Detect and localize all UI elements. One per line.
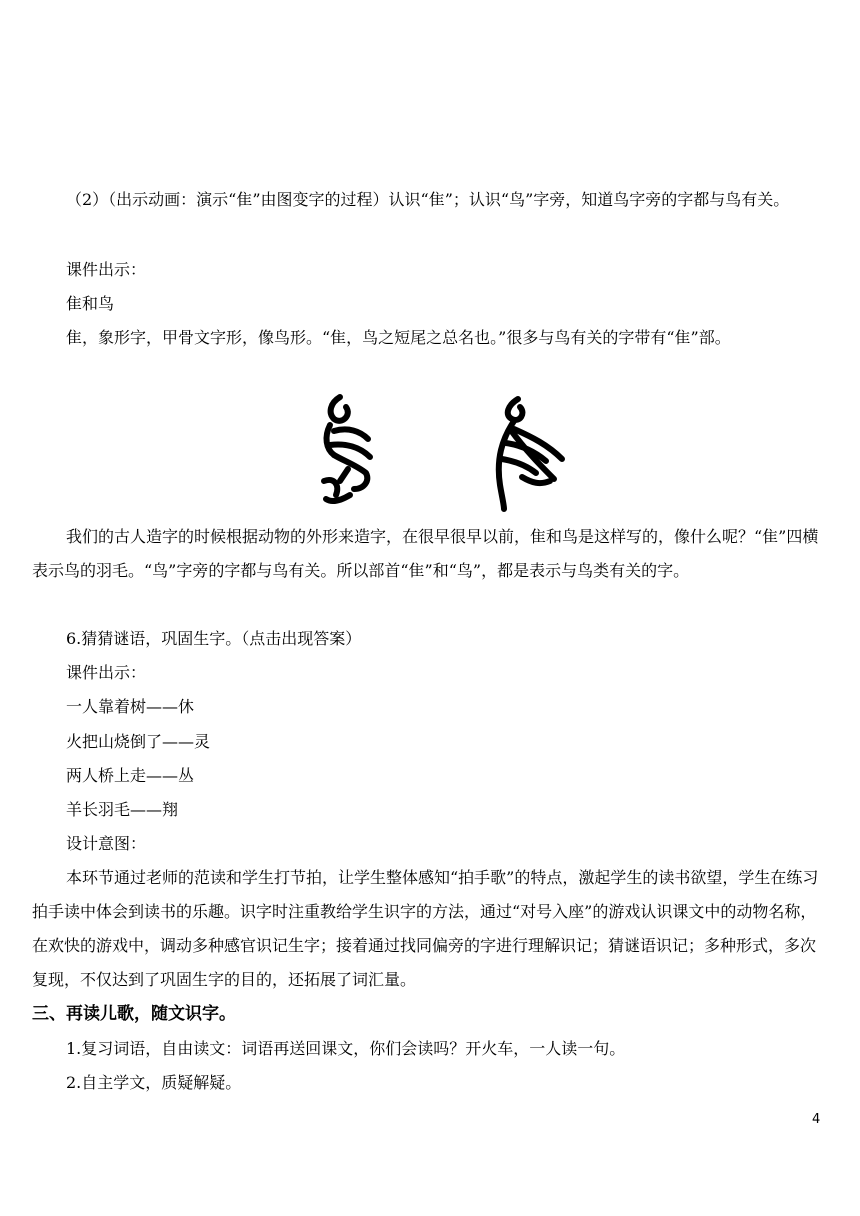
design-intent-label: 设计意图：: [66, 834, 147, 853]
ancient-script-figure: [300, 385, 590, 515]
page-number: 4: [812, 1112, 821, 1127]
item-6-riddles: 6.猜猜谜语，巩固生字。（点击出现答案）: [66, 629, 362, 648]
paragraph-animation: （2）（出示动画：演示“隹”由图变字的过程）认识“隹”；认识“鸟”字旁，知道鸟字旁的字都与鸟有关。: [66, 190, 790, 209]
section-3-heading: 三、再读儿歌，随文识字。: [32, 1004, 236, 1024]
seal-glyph-niao: [324, 397, 370, 501]
riddle-item: 火把山烧倒了——灵: [66, 732, 211, 751]
paragraph-zhui-description: 隹，象形字，甲骨文字形，像鸟形。“隹，鸟之短尾之总名也。”很多与鸟有关的字带有“隹”部。: [66, 328, 731, 347]
paragraph-design-intent: 本环节通过老师的范读和学生打节拍，让学生整体感知“拍手歌”的特点，激起学生的读书欲望，学生在练习拍手读中体会到读书的乐趣。识字时注重教给学生识字的方法，通过“对号入座”的游戏认识课文中的动物名称，在欢快的游戏中，调动多种感官识记生字；接着通过找同偏旁的字进行理解识记；猜谜语识记；多种形式，多次复现，不仅达到了巩固生字的目的，还拓展了词汇量。: [32, 868, 819, 989]
subtitle-zhui-niao: 隹和鸟: [66, 294, 115, 313]
step-1: 1.复习词语，自由读文：词语再送回课文，你们会读吗？开火车，一人读一句。: [66, 1039, 626, 1058]
step-2: 2.自主学文，质疑解疑。: [66, 1073, 242, 1092]
paragraph-ancient-characters: 我们的古人造字的时候根据动物的外形来造字，在很早很早以前，隹和鸟是这样写的，像什么呢？“隹”四横表示鸟的羽毛。“鸟”字旁的字都与鸟有关。所以部首“隹”和“鸟”，都是表示与鸟类有关的字。: [32, 527, 819, 580]
seal-glyph-zhui: [499, 399, 562, 509]
riddle-item: 羊长羽毛——翔: [66, 800, 179, 819]
riddle-item: 两人桥上走——丛: [66, 766, 195, 785]
courseware-label: 课件出示：: [66, 663, 147, 682]
riddle-item: 一人靠着树——休: [66, 697, 195, 716]
seal-script-image: [300, 385, 590, 515]
courseware-label: 课件出示：: [66, 260, 147, 279]
